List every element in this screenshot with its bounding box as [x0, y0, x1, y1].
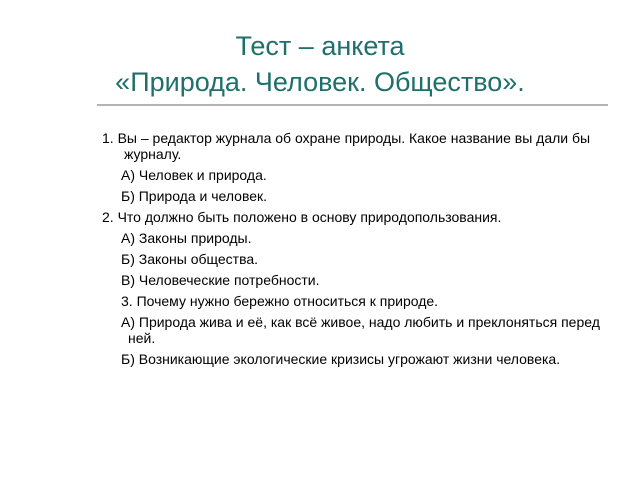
question-2-answer-c: В) Человеческие потребности.: [121, 272, 320, 288]
slide-title: [0, 28, 640, 100]
question-3-answer-b: Б) Возникающие экологические кризисы угрожают жизни человека.: [121, 351, 561, 367]
question-3: 3. Почему нужно бережно относиться к природе.: [121, 293, 439, 309]
question-2-answer-a: А) Законы природы.: [121, 230, 252, 246]
question-1-answer-b: Б) Природа и человек.: [121, 188, 268, 204]
question-1-answer-a: А) Человек и природа.: [121, 167, 267, 183]
question-2: 2. Что должно быть положено в основу природопользования.: [102, 209, 502, 225]
title-divider: [97, 104, 608, 106]
title-line-2: «Природа. Человек. Общество».: [115, 67, 525, 97]
question-3-answer-a: А) Природа жива и её, как всё живое, надо любить и преклоняться перед ней.: [121, 314, 600, 346]
questionnaire: [102, 130, 622, 367]
question-2-answer-b: Б) Законы общества.: [121, 251, 259, 267]
question-1: 1. Вы – редактор журнала об охране природы. Какое название вы дали бы журналу.: [102, 130, 591, 162]
title-line-1: Тест – анкета: [235, 31, 405, 61]
